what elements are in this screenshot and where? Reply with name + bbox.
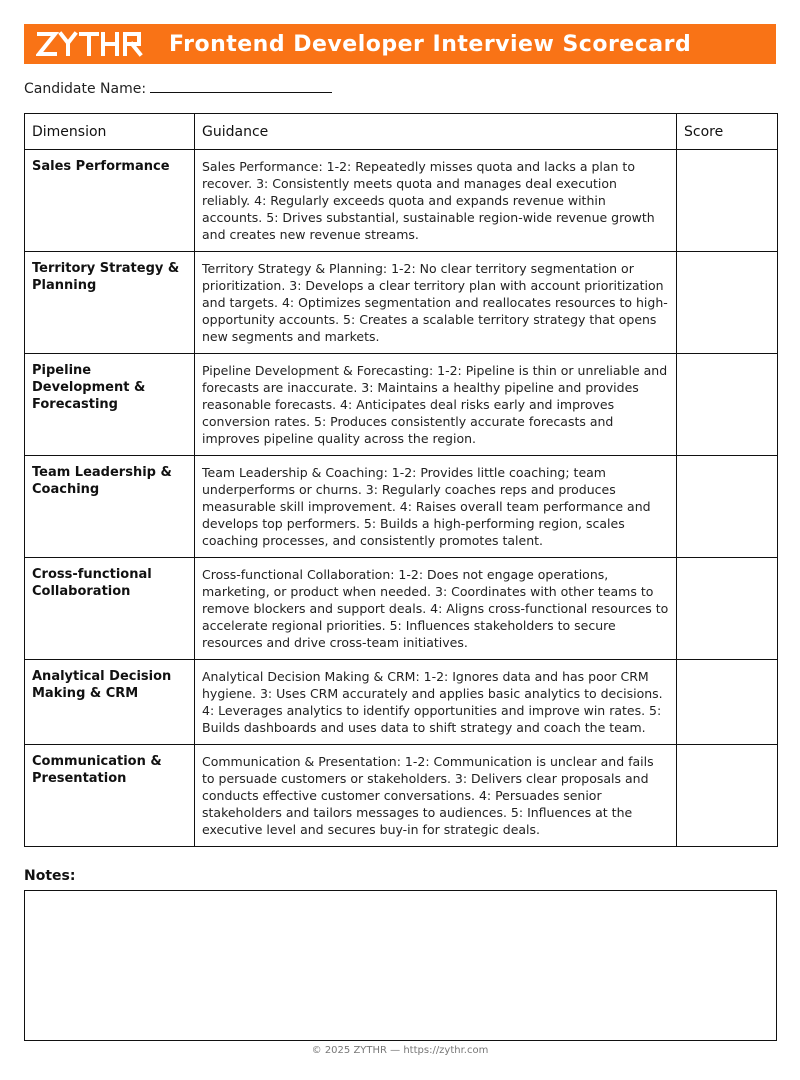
dimension-cell: Sales Performance — [25, 150, 195, 252]
header-bar — [24, 24, 776, 64]
zythr-logo — [36, 30, 148, 58]
column-header-guidance: Guidance — [195, 114, 677, 150]
column-header-score: Score — [677, 114, 778, 150]
footer-copyright: © 2025 ZYTHR — https://zythr.com — [311, 1045, 489, 1056]
guidance-cell: Sales Performance: 1-2: Repeatedly misses quota and lacks a plan to recover. 3: Consistently meets quota and manages deal execution reliably. 4: Regularly exceeds quota and expands revenue within accounts. 5: Drives substantial, sustainable region-wide revenue growth and creates new revenue streams. — [195, 150, 677, 252]
dimension-cell: Pipeline Development & Forecasting — [25, 354, 195, 456]
dimension-cell: Analytical Decision Making & CRM — [25, 660, 195, 745]
guidance-cell: Territory Strategy & Planning: 1-2: No clear territory segmentation or prioritization. 3: Develops a clear territory plan with account prioritization and targets. 4: Optimizes segmentation and reallocates resources to high-opportunity accounts. 5: Creates a scalable territory strategy that opens new segments and markets. — [195, 252, 677, 354]
dimension-cell: Territory Strategy & Planning — [25, 252, 195, 354]
table-row — [25, 150, 778, 252]
candidate-name-label: Candidate Name: — [24, 81, 147, 97]
score-cell[interactable] — [677, 745, 778, 847]
score-cell[interactable] — [677, 456, 778, 558]
table-row — [25, 354, 778, 456]
dimension-cell: Cross-functional Collaboration — [25, 558, 195, 660]
guidance-cell: Cross-functional Collaboration: 1-2: Does not engage operations, marketing, or product when needed. 3: Coordinates with other teams to remove blockers and support deals. 4: Aligns cross-functional resources to accelerate regional priorities. 5: Influences stakeholders to secure resources and drive cross-team initiatives. — [195, 558, 677, 660]
table-row — [25, 558, 778, 660]
page-title: Frontend Developer Interview Scorecard — [169, 31, 692, 57]
table-row — [25, 745, 778, 847]
score-cell[interactable] — [677, 558, 778, 660]
table-row — [25, 456, 778, 558]
score-cell[interactable] — [677, 150, 778, 252]
guidance-cell: Team Leadership & Coaching: 1-2: Provides little coaching; team underperforms or churns. 3: Regularly coaches reps and produces measurable skill improvement. 4: Raises overall team performance and develops top performers. 5: Builds a high-performing region, scales coaching processes, and consistently promotes talent. — [195, 456, 677, 558]
guidance-cell: Communication & Presentation: 1-2: Communication is unclear and fails to persuade customers or stakeholders. 3: Delivers clear proposals and conducts effective customer conversations. 4: Persuades senior stakeholders and tailors messages to audiences. 5: Influences at the executive level and secures buy-in for strategic deals. — [195, 745, 677, 847]
score-cell[interactable] — [677, 252, 778, 354]
candidate-name-row — [24, 78, 332, 97]
notes-label: Notes: — [24, 868, 76, 884]
notes-box[interactable] — [24, 890, 777, 1041]
table-row — [25, 252, 778, 354]
score-cell[interactable] — [677, 354, 778, 456]
dimension-cell: Team Leadership & Coaching — [25, 456, 195, 558]
scorecard-table — [24, 113, 778, 847]
guidance-cell: Pipeline Development & Forecasting: 1-2: Pipeline is thin or unreliable and forecasts are inaccurate. 3: Maintains a healthy pipeline and provides reasonable forecasts. 4: Anticipates deal risks early and improves conversion rates. 5: Produces consistently accurate forecasts and improves pipeline quality across the region. — [195, 354, 677, 456]
column-header-dimension: Dimension — [25, 114, 195, 150]
candidate-name-field[interactable] — [150, 78, 332, 93]
table-header-row — [25, 114, 778, 150]
table-row — [25, 660, 778, 745]
dimension-cell: Communication & Presentation — [25, 745, 195, 847]
guidance-cell: Analytical Decision Making & CRM: 1-2: Ignores data and has poor CRM hygiene. 3: Uses CRM accurately and applies basic analytics to decisions. 4: Leverages analytics to identify opportunities and improve win rates. 5: Builds dashboards and uses data to shift strategy and coach the team. — [195, 660, 677, 745]
score-cell[interactable] — [677, 660, 778, 745]
